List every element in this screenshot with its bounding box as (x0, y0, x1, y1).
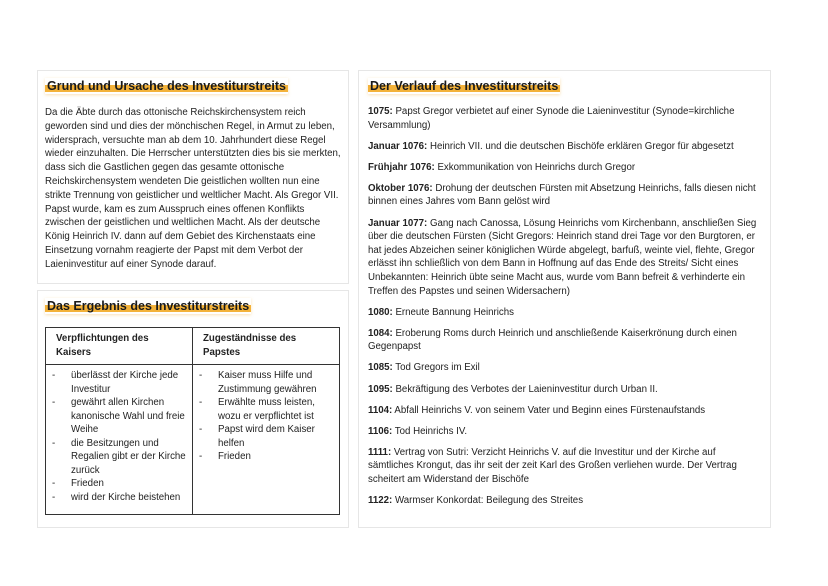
list-item: - Kaiser muss Hilfe und Zustimmung gewähren (197, 369, 333, 396)
grund-text: Da die Äbte durch das ottonische Reichskirchensystem reich geworden sind und dies der mönchischen Regel, in Armut zu leben, widersprach, versuchte man ab dem 10. Jahrhundert diese Regel wieder einzuhalten. Die Herrscher unterstützten dies bis sie merkten, dass sich die Gastlichen gegen das gesamte ottonische Reichskirchensystem wendeten Die geistlichen wollten nun eine strikte Trennung von geistlicher und weltlicher Macht. Als Gregor VII. Papst wurde, kam es zum Ausspruch eines offenen Konflikts zwischen der geistlichen und weltlichen Macht. Als der deutsche König Heinrich IV. dann auf dem Gebiet des Kirchenstaats eine Einsetzung vornahm reagierte der Papst mit dem Verbot der Laieninvestitur auf einer Synode darauf. (45, 107, 341, 270)
list-item: - die Besitzungen und Regalien gibt er der Kirche zurück (50, 437, 186, 478)
entry-text: Abfall Heinrichs V. von seinem Vater und Beginn eines Fürstenaufstands (392, 404, 706, 416)
entry-date: 1111: (368, 446, 392, 458)
entry-text: Drohung der deutschen Fürsten mit Absetzung Heinrichs, falls diesen nicht binnen eines Jahres vom Bann gelöst wird (368, 182, 756, 208)
panel-ergebnis (37, 290, 349, 528)
entry-text: Vertrag von Sutri: Verzicht Heinrichs V. auf die Investitur und der Kirche auf sämtliches Krongut, das ihr seit der zeit Karl des Großen verliehen wurde. Der Vertrag scheitert am Widerstand der Bischöfe (368, 446, 737, 485)
heading-ergebnis: Das Ergebnis des Investiturstreits (47, 299, 250, 313)
entry-date: 1106: (368, 425, 393, 437)
entry-text: Eroberung Roms durch Heinrich und anschließende Kaiserkrönung durch einen Gegenpapst (368, 327, 737, 353)
entry-text: Gang nach Canossa, Lösung Heinrichs vom Kirchenbann, anschließen Sieg über die deutschen Fürsten (Sicht Gregors: Heinrich stand drei Tage vor den Burgtoren, er hat jedes Abzeichen seiner königlichen Würde abgelegt, barfuß, weinte viel, flehte, Gregor erlässt ihn schließlich von dem Bann in Hoffnung auf das Ende des Streits/ Sicht eines Unbekannten: Heinrich übte seine Macht aus, wurde vom Bann befreit & verhinderte ein Treffen des Papstes und seinen Widersachern) (368, 217, 757, 297)
timeline-entry (368, 306, 760, 320)
entry-date: Oktober 1076: (368, 182, 433, 194)
timeline-entry (368, 217, 760, 299)
timeline-entry (368, 446, 760, 487)
entry-text: Tod Heinrichs IV. (392, 425, 468, 437)
timeline (368, 105, 760, 508)
entry-text: Exkommunikation von Heinrichs durch Gregor (434, 161, 636, 173)
entry-date: 1080: (368, 306, 393, 318)
entry-date: 1122: (368, 495, 393, 507)
heading-verlauf: Der Verlauf des Investiturstreits (370, 79, 559, 93)
entry-date: Januar 1077: (368, 217, 428, 229)
entry-date: 1075: (368, 106, 393, 117)
entry-text: Warmser Konkordat: Beilegung des Streites (392, 495, 584, 507)
entry-date: Frühjahr 1076: (368, 161, 435, 173)
timeline-entry (368, 361, 760, 375)
kaiser-list (50, 369, 186, 504)
list-item: - überlässt der Kirche jede Investitur (50, 369, 186, 396)
list-item: - gewährt allen Kirchen kanonische Wahl und freie Weihe (50, 396, 186, 437)
list-item: - Frieden (197, 450, 333, 464)
timeline-entry (368, 140, 760, 154)
entry-text: Papst Gregor verbietet auf einer Synode die Laieninvestitur (Synode=kirchliche Versammlung) (368, 106, 735, 131)
entry-date: 1084: (368, 327, 393, 339)
list-item: - Papst wird dem Kaiser helfen (197, 423, 333, 450)
timeline-entry (368, 327, 760, 354)
kaiser-cell (46, 365, 193, 515)
list-item: - wird der Kirche beistehen (50, 491, 186, 505)
entry-date: Januar 1076: (368, 140, 428, 152)
papst-list (197, 369, 333, 464)
entry-date: 1095: (368, 383, 393, 395)
timeline-entry (368, 105, 760, 132)
heading-grund: Grund und Ursache des Investiturstreits (47, 79, 286, 93)
timeline-entry (368, 404, 760, 418)
entry-text: Bekräftigung des Verbotes der Laieninvestitur durch Urban II. (392, 383, 658, 395)
entry-date: 1085: (368, 362, 393, 374)
col-header-papst: Zugeständnisse des Papstes (193, 328, 340, 365)
timeline-entry (368, 182, 760, 209)
timeline-entry (368, 161, 760, 175)
panel-grund (37, 70, 349, 284)
entry-date: 1104: (368, 404, 393, 416)
timeline-entry (368, 425, 760, 439)
panel-verlauf (358, 70, 771, 528)
entry-text: Erneute Bannung Heinrichs (392, 306, 514, 318)
list-item: - Erwählte muss leisten, wozu er verpflichtet ist (197, 396, 333, 423)
timeline-entry (368, 494, 760, 508)
list-item: - Frieden (50, 477, 186, 491)
entry-text: Tod Gregors im Exil (392, 362, 480, 374)
papst-cell (193, 365, 340, 515)
entry-text: Heinrich VII. und die deutschen Bischöfe erklären Gregor für abgesetzt (427, 140, 734, 152)
result-table (45, 327, 340, 515)
timeline-entry (368, 383, 760, 397)
col-header-kaiser: Verpflichtungen des Kaisers (46, 328, 193, 365)
